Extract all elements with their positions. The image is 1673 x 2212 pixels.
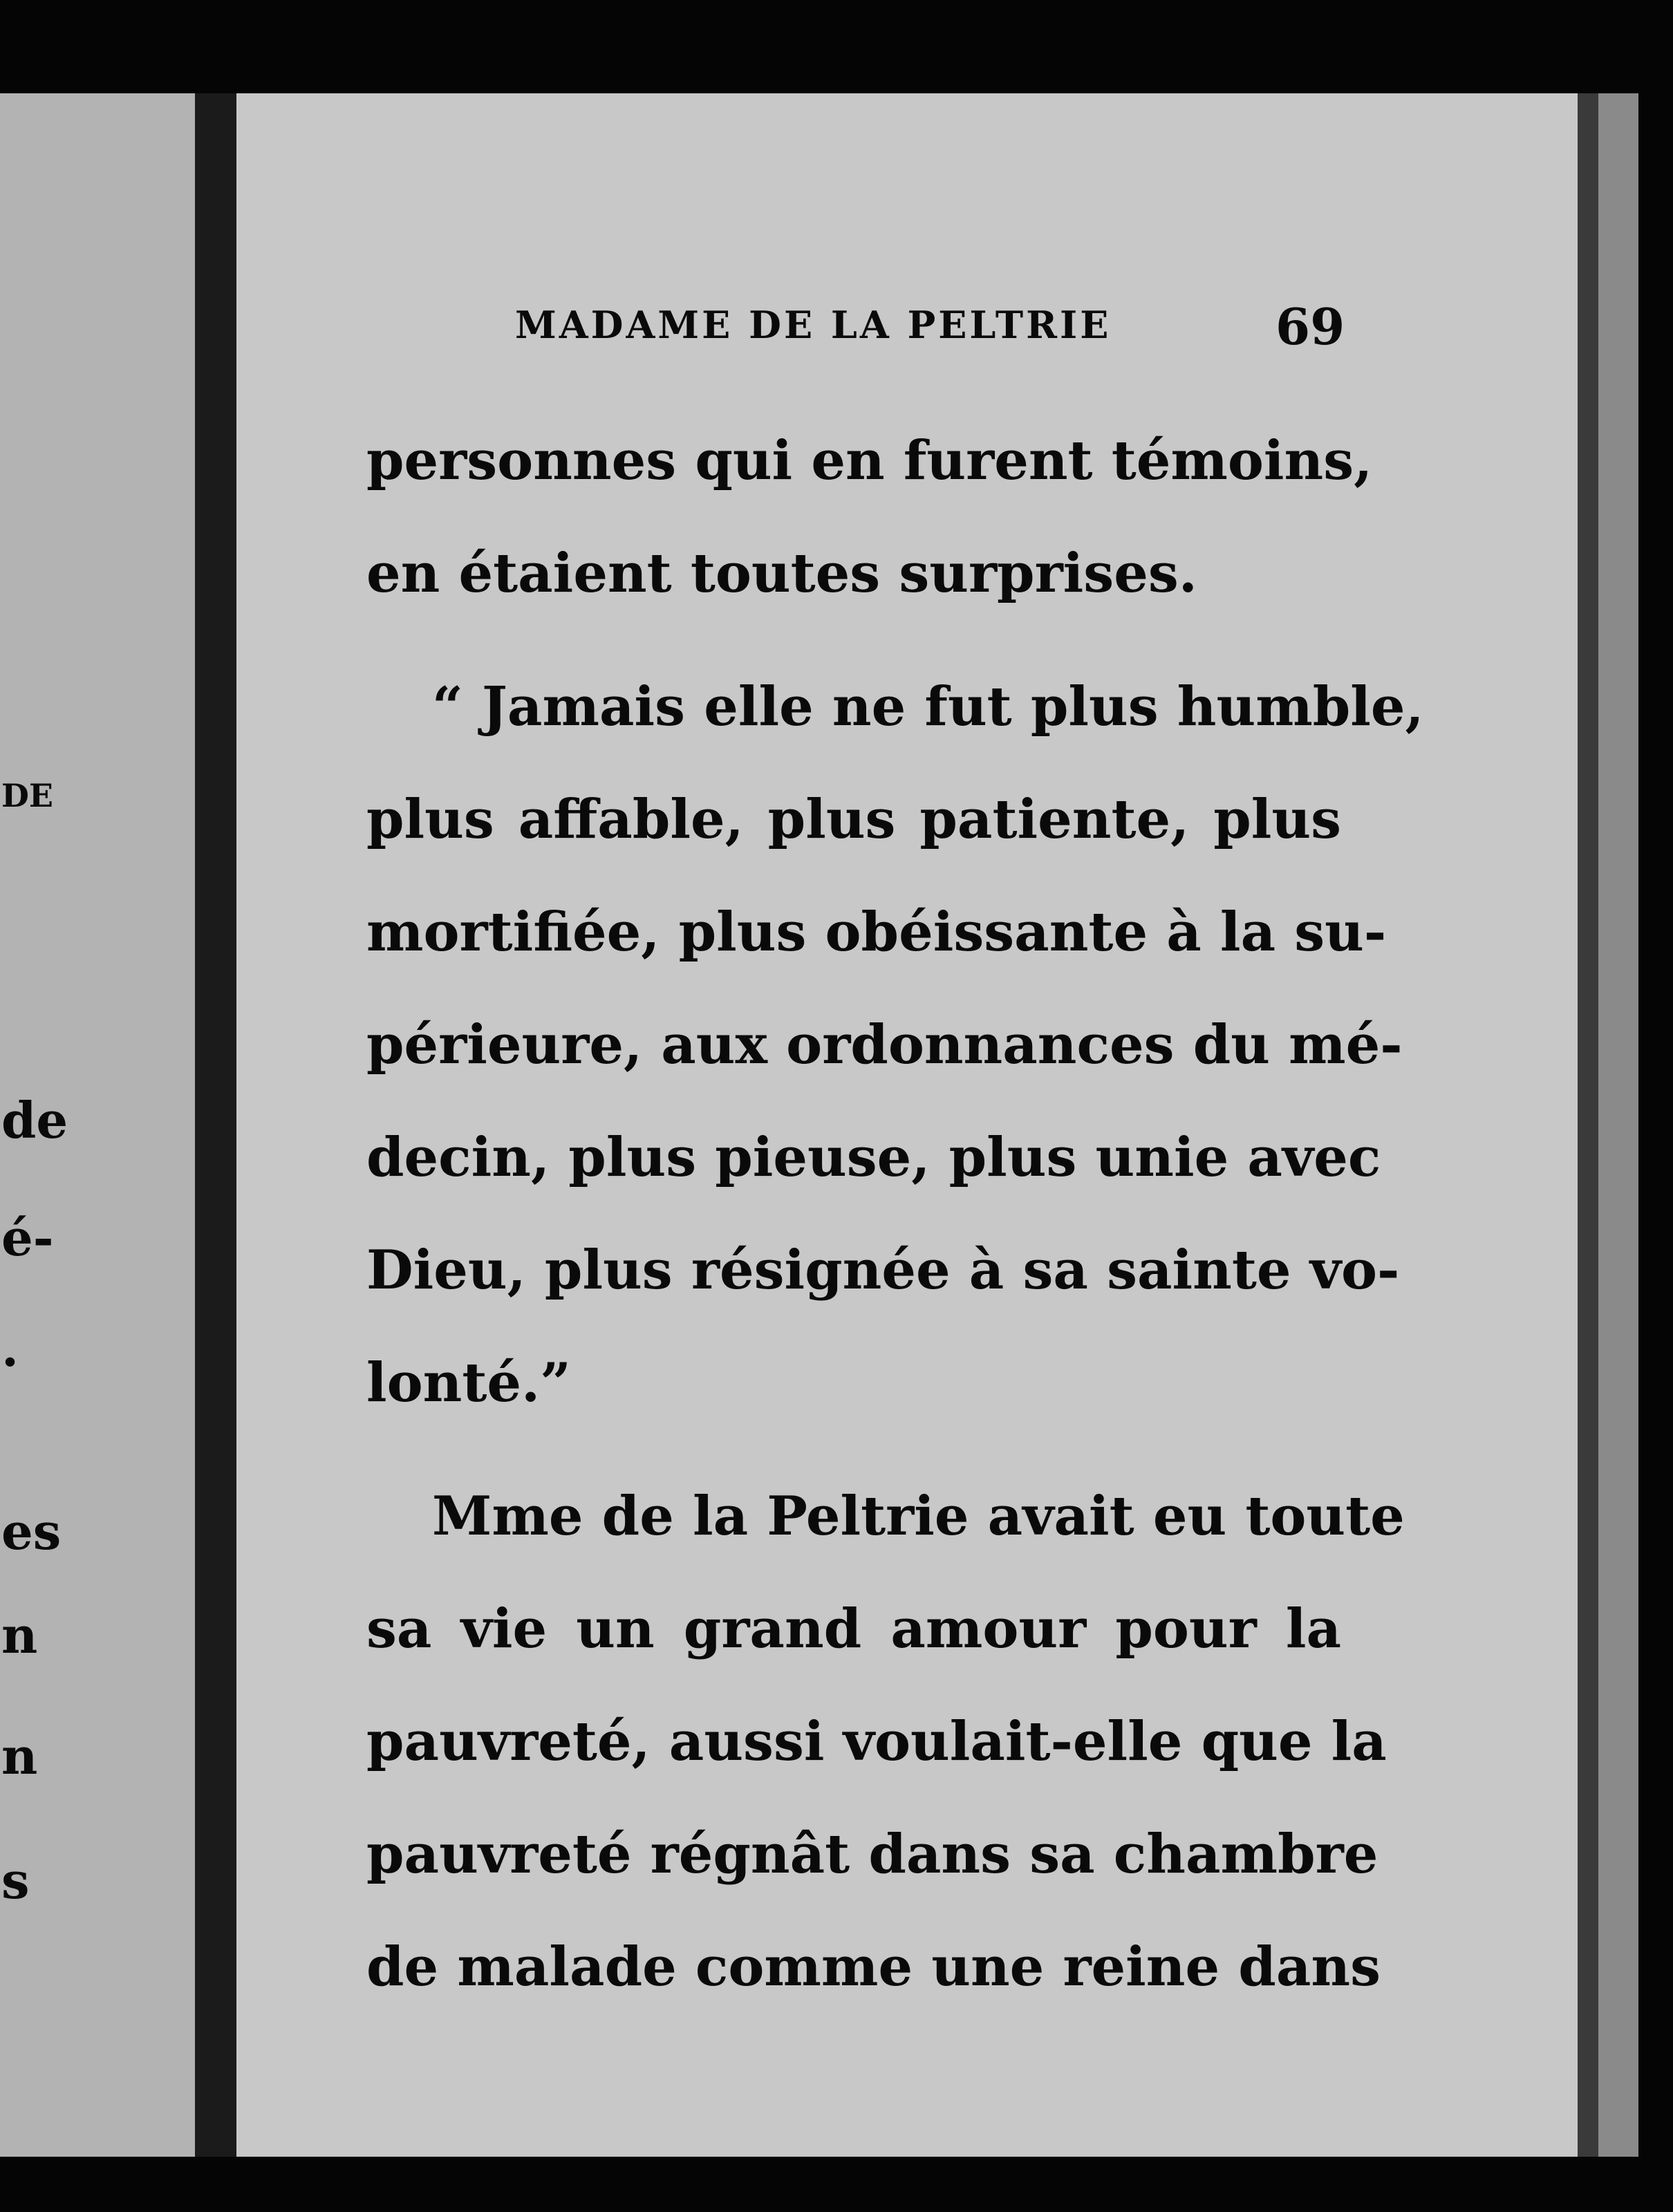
- text-line: plus affable, plus patiente, plus: [366, 788, 1341, 851]
- book-spine: [195, 93, 236, 2157]
- text-line: pauvreté régnât dans sa chambre: [366, 1823, 1378, 1886]
- body-text: [366, 404, 1424, 2023]
- running-title: MADAME DE LA PELTRIE: [515, 303, 1112, 347]
- facing-page-text-fragment: s: [1, 1851, 30, 1910]
- text-line: personnes qui en furent témoins,: [366, 429, 1373, 492]
- facing-page-fragment: [0, 93, 195, 2157]
- facing-page-text-fragment: .: [1, 1319, 19, 1378]
- text-line: périeure, aux ordonnances du mé-: [366, 1013, 1403, 1076]
- facing-page-text-fragment: n: [1, 1727, 38, 1785]
- facing-page-text-fragment: n: [1, 1606, 38, 1665]
- page-edge-outer: [1598, 93, 1638, 2157]
- text-line: Dieu, plus résignée à sa sainte vo-: [366, 1239, 1400, 1302]
- facing-page-text-fragment: DE: [1, 777, 53, 814]
- facing-page-text-fragment: é-: [1, 1208, 54, 1267]
- text-line: sa vie un grand amour pour la: [366, 1597, 1341, 1660]
- page-number: 69: [1275, 297, 1345, 356]
- text-line: “ Jamais elle ne fut plus humble,: [432, 675, 1424, 738]
- text-line: en étaient toutes surprises.: [366, 542, 1197, 605]
- text-line: pauvreté, aussi voulait-elle que la: [366, 1710, 1387, 1773]
- facing-page-text-fragment: de: [1, 1091, 68, 1150]
- text-line: mortifiée, plus obéissante à la su-: [366, 901, 1387, 964]
- text-line: Mme de la Peltrie avait eu toute: [432, 1485, 1405, 1548]
- text-line: lonté.”: [366, 1351, 572, 1414]
- text-line: decin, plus pieuse, plus unie avec: [366, 1126, 1381, 1189]
- facing-page-text-fragment: es: [1, 1502, 62, 1561]
- text-line: de malade comme une reine dans: [366, 1936, 1381, 1998]
- page-edge: [1578, 93, 1598, 2157]
